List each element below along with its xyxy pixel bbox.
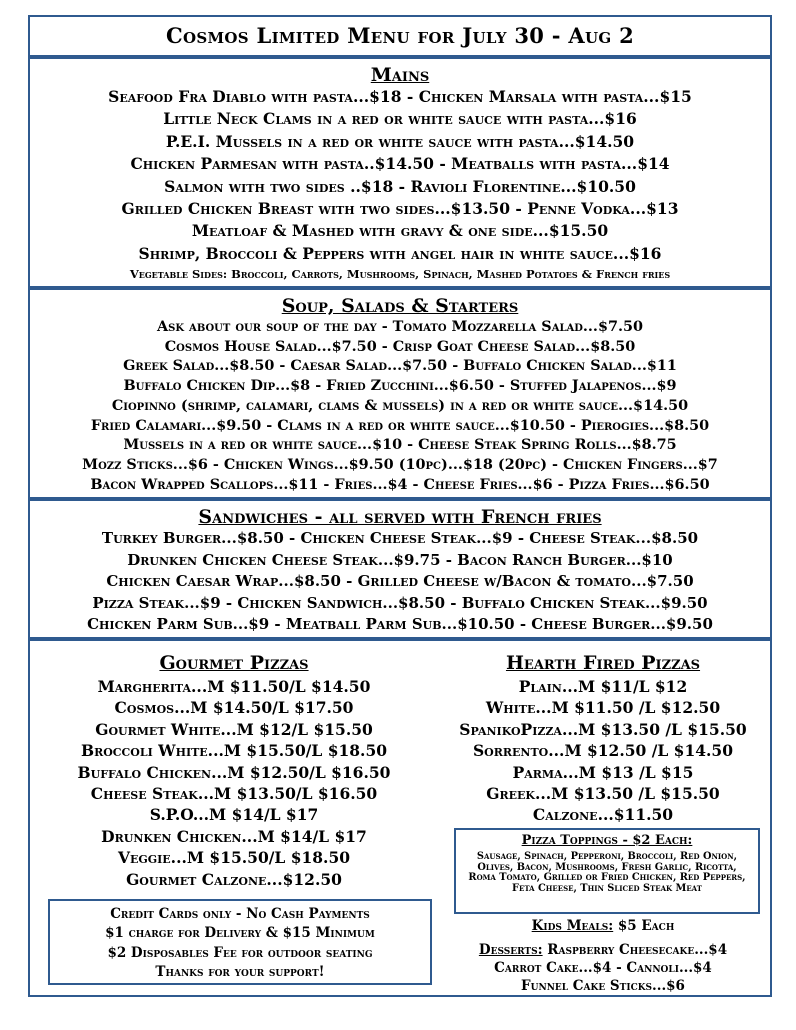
gourmet-item: S.P.O...M $14/L $17 [149, 805, 319, 825]
mains-item: Salmon with two sides ..$18 - Ravioli Florentine...$10.50 [164, 176, 636, 196]
mains-item: Seafood Fra Diablo with pasta...$18 - Chicken Marsala with pasta...$15 [108, 87, 692, 106]
kids-text: $5 Each [613, 918, 675, 934]
sandwich-item: Drunken Chicken Cheese Steak...$9.75 - Bacon Ranch Burger...$10 [127, 550, 673, 569]
soup-item: Greek Salad...$8.50 - Caesar Salad...$7.50 - Buffalo Chicken Salad...$11 [123, 357, 677, 375]
hearth-heading: Hearth Fired Pizzas [505, 652, 701, 674]
gourmet-item: Cosmos...M $14.50/L $17.50 [114, 698, 354, 718]
soup-item: Mozz Sticks...$6 - Chicken Wings...$9.50 (10pc)...$18 (20pc) - Chicken Fingers...$7 [82, 455, 718, 473]
dessert-item: Raspberry Cheesecake...$4 [542, 942, 728, 958]
soup-item: Ciopinno (shrimp, calamari, clams & mussels) in a red or white sauce...$14.50 [111, 396, 689, 414]
mains-item: Meatloaf & Mashed with gravy & one side...$15.50 [191, 221, 609, 241]
mains-heading: Mains [370, 64, 430, 86]
soup-item: Ask about our soup of the day - Tomato Mozzarella Salad...$7.50 [156, 318, 644, 335]
hearth-item: Greek...M $13.50 /L $15.50 [486, 784, 720, 804]
hearth-item: Plain...M $11/L $12 [518, 677, 688, 696]
sandwich-item: Pizza Steak...$9 - Chicken Sandwich...$8.50 - Buffalo Chicken Steak...$9.50 [92, 593, 708, 612]
soup-section [28, 288, 772, 499]
notice-line: $2 Disposables Fee for outdoor seating [107, 944, 373, 961]
gourmet-item: Gourmet White...M $12/L $15.50 [95, 719, 373, 739]
soup-item: Buffalo Chicken Dip...$8 - Fried Zucchini...$6.50 - Stuffed Jalapenos...$9 [123, 377, 677, 395]
dessert-item: Funnel Cake Sticks...$6 [521, 978, 685, 994]
title-box [28, 15, 772, 57]
sandwiches-section [28, 499, 772, 639]
payment-notice [48, 899, 432, 985]
desserts-line [438, 941, 768, 959]
pizza-toppings-box [454, 828, 760, 914]
hearth-item: White...M $11.50 /L $12.50 [485, 698, 721, 718]
mains-item: P.E.I. Mussels in a red or white sauce with pasta...$14.50 [165, 131, 635, 151]
page-title: Cosmos Limited Menu for July 30 - Aug 2 [165, 23, 634, 48]
gourmet-item: Veggie...M $15.50/L $18.50 [117, 848, 351, 868]
mains-item: Grilled Chicken Breast with two sides...$13.50 - Penne Vodka...$13 [121, 199, 679, 219]
mains-item: Little Neck Clams in a red or white sauce with pasta...$16 [163, 109, 637, 129]
vegetable-sides: Vegetable Sides: Broccoli, Carrots, Mushrooms, Spinach, Mashed Potatoes & French fries [129, 267, 671, 282]
gourmet-item: Buffalo Chicken...M $12.50/L $16.50 [77, 762, 391, 782]
mains-item: Shrimp, Broccoli & Peppers with angel hair in white sauce...$16 [138, 243, 662, 263]
hearth-item: SpanikoPizza...M $13.50 /L $15.50 [459, 719, 747, 739]
notice-line: $1 charge for Delivery & $15 Minimum [105, 925, 375, 942]
toppings-list: Sausage, Spinach, Pepperoni, Broccoli, Red Onion, Olives, Bacon, Mushrooms, Fresh Garlic, Ricotta, Roma Tomato, Grilled or Fried Chicken, Red Peppers, Feta Cheese, Thin Sliced Steak Meat [468, 851, 746, 894]
pizza-section [28, 639, 772, 997]
hearth-item: Parma...M $13 /L $15 [512, 762, 694, 782]
notice-line: Credit Cards only - No Cash Payments [110, 906, 370, 922]
gourmet-pizzas-column [34, 651, 434, 890]
sandwich-item: Turkey Burger...$8.50 - Chicken Cheese Steak...$9 - Cheese Steak...$8.50 [101, 529, 699, 547]
soup-item: Cosmos House Salad...$7.50 - Crisp Goat Cheese Salad...$8.50 [164, 337, 636, 355]
hearth-item: Calzone...$11.50 [532, 805, 674, 825]
gourmet-item: Broccoli White...M $15.50/L $18.50 [80, 741, 388, 761]
desserts-label: Desserts: [478, 942, 543, 958]
notice-line: Thanks for your support! [155, 964, 325, 981]
gourmet-item: Cheese Steak...M $13.50/L $16.50 [90, 784, 378, 804]
gourmet-item: Margherita...M $11.50/L $14.50 [97, 677, 371, 696]
dessert-item: Carrot Cake...$4 - Cannoli...$4 [494, 960, 712, 976]
toppings-heading: Pizza Toppings - $2 Each: [521, 833, 693, 848]
soup-heading: Soup, Salads & Starters [281, 295, 519, 317]
soup-item: Fried Calamari...$9.50 - Clams in a red or white sauce...$10.50 - Pierogies...$8.50 [90, 416, 710, 434]
kids-meals [438, 917, 768, 935]
sandwiches-heading: Sandwiches - all served with French fries [198, 506, 602, 528]
hearth-pizzas-column [438, 651, 768, 826]
hearth-item: Sorrento...M $12.50 /L $14.50 [472, 741, 733, 761]
soup-item: Mussels in a red or white sauce...$10 - Cheese Steak Spring Rolls...$8.75 [123, 436, 677, 454]
soup-item: Bacon Wrapped Scallops...$11 - Fries...$4 - Cheese Fries...$6 - Pizza Fries...$6.50 [90, 475, 710, 493]
mains-section [28, 57, 772, 288]
gourmet-item: Gourmet Calzone...$12.50 [126, 869, 342, 889]
sandwich-item: Chicken Caesar Wrap...$8.50 - Grilled Cheese w/Bacon & tomato...$7.50 [106, 572, 694, 590]
sandwich-item: Chicken Parm Sub...$9 - Meatball Parm Sub...$10.50 - Cheese Burger...$9.50 [87, 615, 713, 633]
kids-desserts [438, 917, 768, 995]
gourmet-item: Drunken Chicken...M $14/L $17 [101, 826, 367, 846]
kids-label: Kids Meals: [531, 918, 614, 934]
gourmet-heading: Gourmet Pizzas [159, 652, 309, 674]
mains-item: Chicken Parmesan with pasta..$14.50 - Meatballs with pasta...$14 [130, 154, 670, 174]
